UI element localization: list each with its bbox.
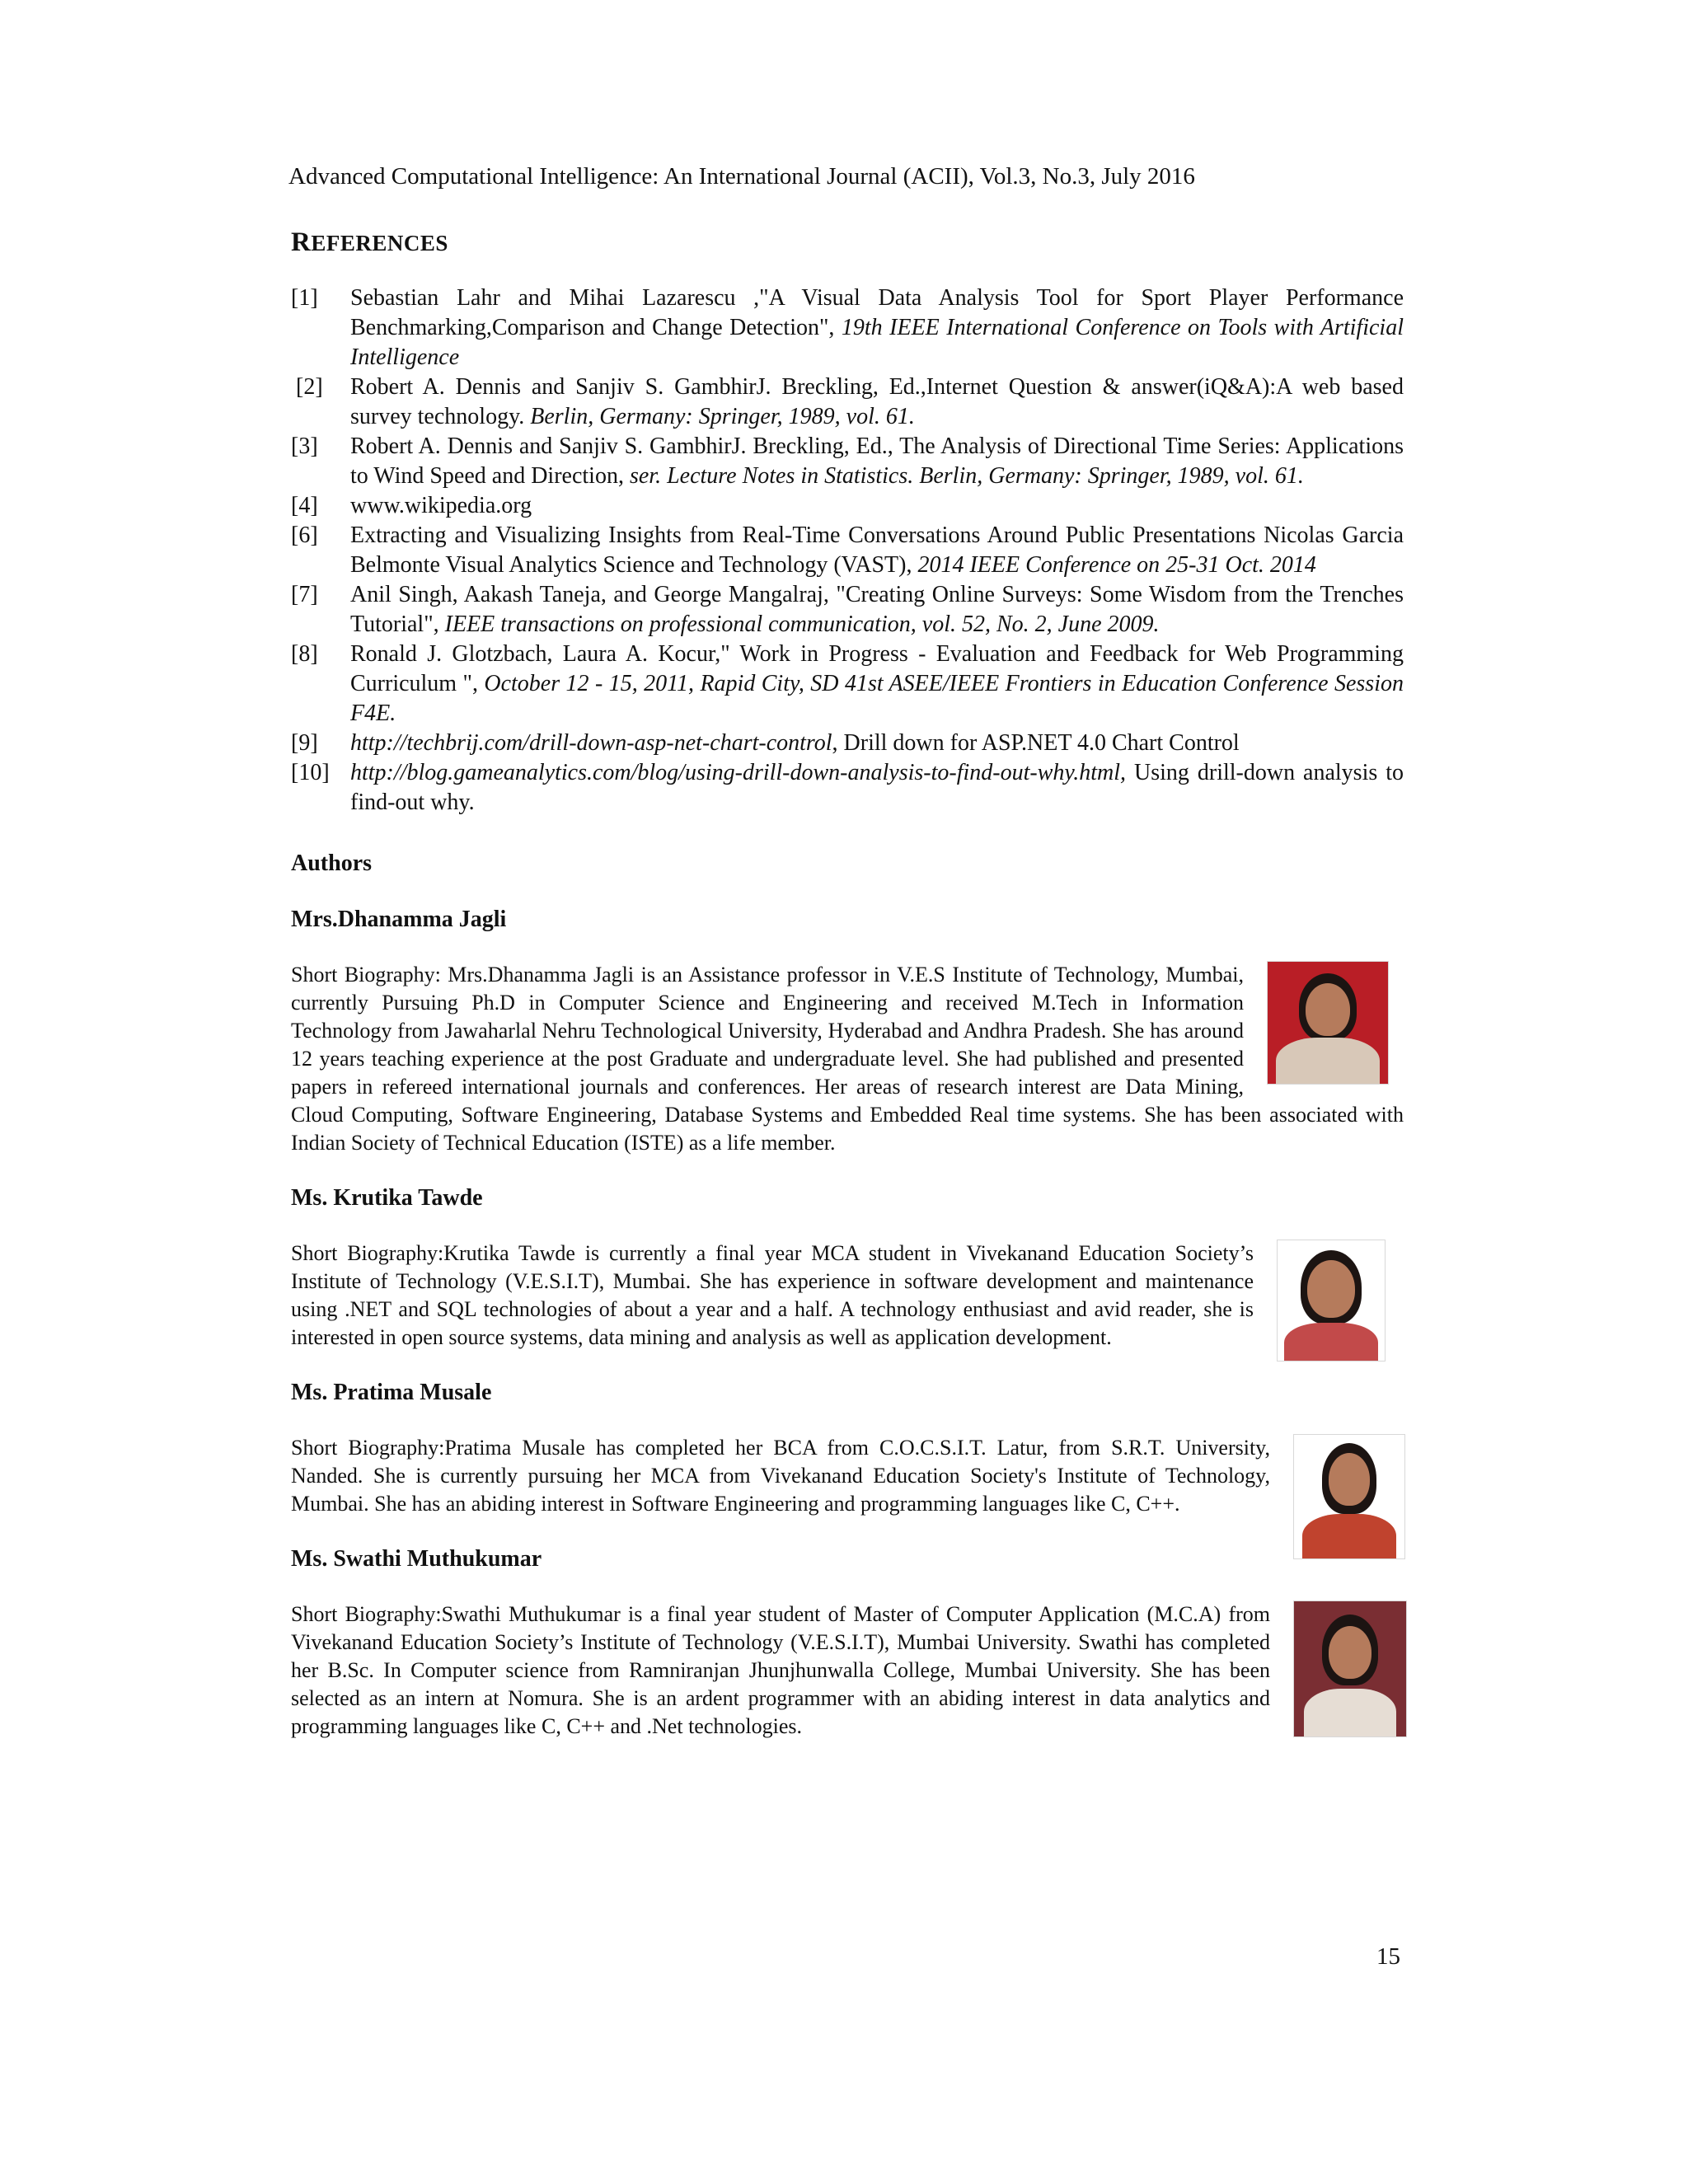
reference-text: Anil Singh, Aakash Taneja, and George Mangalraj, "Creating Online Surveys: Some Wisdom from the Trenches Tutorial", [350,582,1404,637]
author-photo [1267,961,1389,1085]
reference-item [291,432,1404,491]
reference-suffix: , Drill down for ASP.NET 4.0 Chart Control [832,730,1240,756]
author-photo [1293,1434,1405,1559]
reference-text: Sebastian Lahr and Mihai Lazarescu ,"A Visual Data Analysis Tool for Sport Player Performance Benchmarking,Comparison and Change Detection", [350,285,1404,340]
reference-list [291,284,1404,818]
author-name: Mrs.Dhanamma Jagli [291,907,507,932]
reference-source: Berlin, Germany: Springer, 1989, vol. 61. [530,404,915,429]
references-heading-rest: EFERENCES [311,231,448,255]
reference-text: Ronald J. Glotzbach, Laura A. Kocur," Work in Progress - Evaluation and Feedback for Web Programming Curriculum ", [350,641,1404,696]
reference-number: [1] [291,285,318,311]
reference-source: IEEE transactions on professional communication, vol. 52, No. 2, June 2009. [444,612,1160,637]
reference-number: [4] [291,493,318,518]
reference-text: Robert A. Dennis and Sanjiv S. GambhirJ. Breckling, Ed., The Analysis of Directional Time Series: Applications to Wind Speed and Direction, [350,434,1404,489]
author-photo [1277,1240,1386,1361]
references-heading [291,224,1404,260]
reference-text: Robert A. Dennis and Sanjiv S. GambhirJ. Breckling, Ed.,Internet Question & answer(iQ&A):A web based survey technology. [350,374,1404,429]
reference-item [291,521,1404,580]
reference-source: 2014 IEEE Conference on 25-31 Oct. 2014 [917,552,1316,578]
reference-item [291,491,1404,521]
reference-source: ser. Lecture Notes in Statistics. Berlin, Germany: Springer, 1989, vol. 61. [629,463,1304,489]
author-name: Ms. Pratima Musale [291,1380,492,1405]
author-bio [291,1434,1404,1518]
author-bio-text: Short Biography:Krutika Tawde is currently a final year MCA student in Vivekanand Education Society’s Institute of Technology (V.E.S.I.T), Mumbai. She has experience in software development and maintenance using .NET and SQL technologies of about a year and a half. A technology enthusiast and avid reader, she is interested in open source systems, data mining and analysis as well as application development. [291,1241,1254,1349]
reference-number: [6] [291,523,318,548]
reference-item [291,284,1404,373]
reference-number: [10] [291,760,330,785]
journal-header: Advanced Computational Intelligence: An International Journal (ACII), Vol.3, No.3, July 2016 [288,163,1195,190]
reference-link[interactable]: http://techbrij.com/drill-down-asp-net-chart-control [350,730,832,756]
main-content [291,224,1404,1741]
reference-link[interactable]: http://blog.gameanalytics.com/blog/using-drill-down-analysis-to-find-out-why.html, [350,760,1127,785]
reference-number: [2] [296,374,323,400]
reference-item [291,729,1404,758]
reference-number: [7] [291,582,318,607]
author-name: Ms. Krutika Tawde [291,1185,483,1211]
author-bio-text: Short Biography: Mrs.Dhanamma Jagli is an Assistance professor in V.E.S Institute of Technology, Mumbai, currently Pursuing Ph.D in Computer Science and Engineering and received M.Tech in Information Technology from Jawaharlal Nehru Technological University, Hyderabad and Andhra Pradesh. She has around 12 years teaching experience at the post Graduate and undergraduate level. She had published and presented papers in refereed international journals and conferences. Her areas of research interest are Data Mining, Cloud Computing, Software Engineering, Database Systems and Embedded Real time systems. She has been associated with Indian Society of Technical Education (ISTE) as a life member. [291,963,1404,1155]
reference-item [291,373,1404,432]
reference-text: www.wikipedia.org [350,493,532,518]
reference-item [291,758,1404,818]
author-bio [291,1601,1404,1741]
reference-suffix: Using drill-down analysis to find-out why. [350,760,1404,815]
page-number: 15 [1376,1943,1400,1970]
author-bio-text: Short Biography:Pratima Musale has completed her BCA from C.O.C.S.I.T. Latur, from S.R.T. University, Nanded. She is currently pursuing her MCA from Vivekanand Education Society's Institute of Technology, Mumbai. She has an abiding interest in Software Engineering and programming languages like C, C++. [291,1436,1270,1516]
author-entry [291,1544,1404,1741]
author-bio-text: Short Biography:Swathi Muthukumar is a final year student of Master of Computer Application (M.C.A) from Vivekanand Education Society’s Institute of Technology (V.E.S.I.T), Mumbai University. Swathi has completed her B.Sc. In Computer science from Ramniranjan Jhunjhunwalla College, Mumbai University. She has been selected as an intern at Nomura. She is an ardent programmer with an abiding interest in data analytics and programming languages like C, C++ and .Net technologies. [291,1602,1270,1738]
reference-source: 19th IEEE International Conference on Tools with Artificial Intelligence [350,315,1404,370]
reference-item [291,580,1404,640]
author-entry [291,1378,1404,1518]
author-bio [291,961,1404,1157]
reference-text: Extracting and Visualizing Insights from Real-Time Conversations Around Public Presentations Nicolas Garcia Belmonte Visual Analytics Science and Technology (VAST), [350,523,1404,578]
authors-heading: Authors [291,851,373,876]
author-entry [291,1183,1404,1352]
author-name: Ms. Swathi Muthukumar [291,1546,542,1572]
reference-number: [3] [291,434,318,459]
reference-source: October 12 - 15, 2011, Rapid City, SD 41st ASEE/IEEE Frontiers in Education Conference Session F4E. [350,671,1404,726]
author-photo [1293,1601,1407,1737]
author-bio [291,1240,1404,1352]
references-heading-initial: R [291,227,312,257]
reference-number: [8] [291,641,318,667]
reference-item [291,640,1404,729]
author-entry [291,905,1404,1157]
reference-number: [9] [291,730,318,756]
